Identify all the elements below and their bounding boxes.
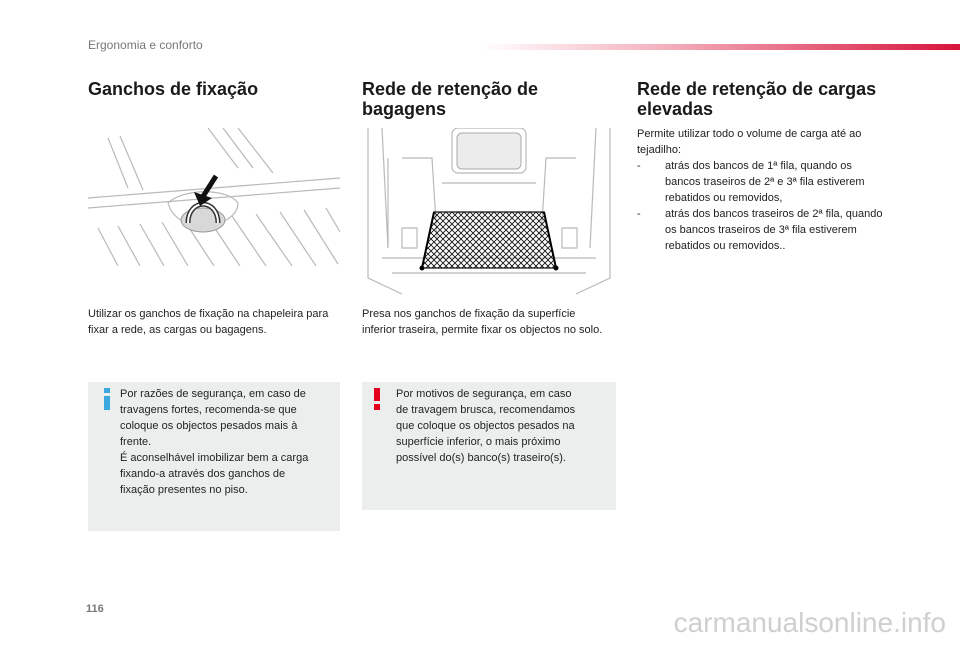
col1-title: Ganchos de fixação (88, 79, 259, 99)
page-number: 116 (86, 603, 104, 615)
col3-list (637, 158, 887, 254)
list-item: - atrás dos bancos traseiros de 2ª fila, quando os bancos traseiros de 3ª fila estiverem rebatidos ou removidos.. (637, 206, 887, 254)
col1-body: Utilizar os ganchos de fixação na chapeleira para fixar a rede, as cargas ou bagagens. (88, 308, 329, 336)
col2-title: Rede de retenção de bagagens (362, 79, 539, 119)
floor-hook-illustration (88, 128, 340, 266)
col2-body: Presa nos ganchos de fixação da superfície inferior traseira, permite fixar os objectos no solo. (362, 308, 603, 336)
list-item: - atrás dos bancos de 1ª fila, quando os bancos traseiros de 2ª e 3ª fila estiverem rebatidos ou removidos, (637, 158, 887, 206)
info-note (88, 382, 340, 531)
info-note-text: Por razões de segurança, em caso de travagens fortes, recomenda-se que coloque os objectos pesados mais à frente. É aconselhável imobilizar bem a carga fixando-a através dos ganchos de fixação presentes no piso. (120, 388, 309, 496)
warning-note (362, 382, 616, 510)
warning-icon (372, 388, 382, 415)
watermark[interactable]: carmanualsonline.info (673, 607, 946, 638)
header-accent-bar (480, 44, 960, 50)
luggage-net-illustration (362, 128, 616, 296)
info-icon (102, 388, 112, 415)
col3-intro: Permite utilizar todo o volume de carga até ao tejadilho: (637, 128, 862, 156)
section-title: Ergonomia e conforto (88, 38, 203, 52)
col3-title: Rede de retenção de cargas elevadas (637, 79, 877, 119)
warning-note-text: Por motivos de segurança, em caso de travagem brusca, recomendamos que coloque os objectos pesados na superfície inferior, o mais próximo possível do(s) banco(s) traseiro(s). (396, 388, 576, 464)
